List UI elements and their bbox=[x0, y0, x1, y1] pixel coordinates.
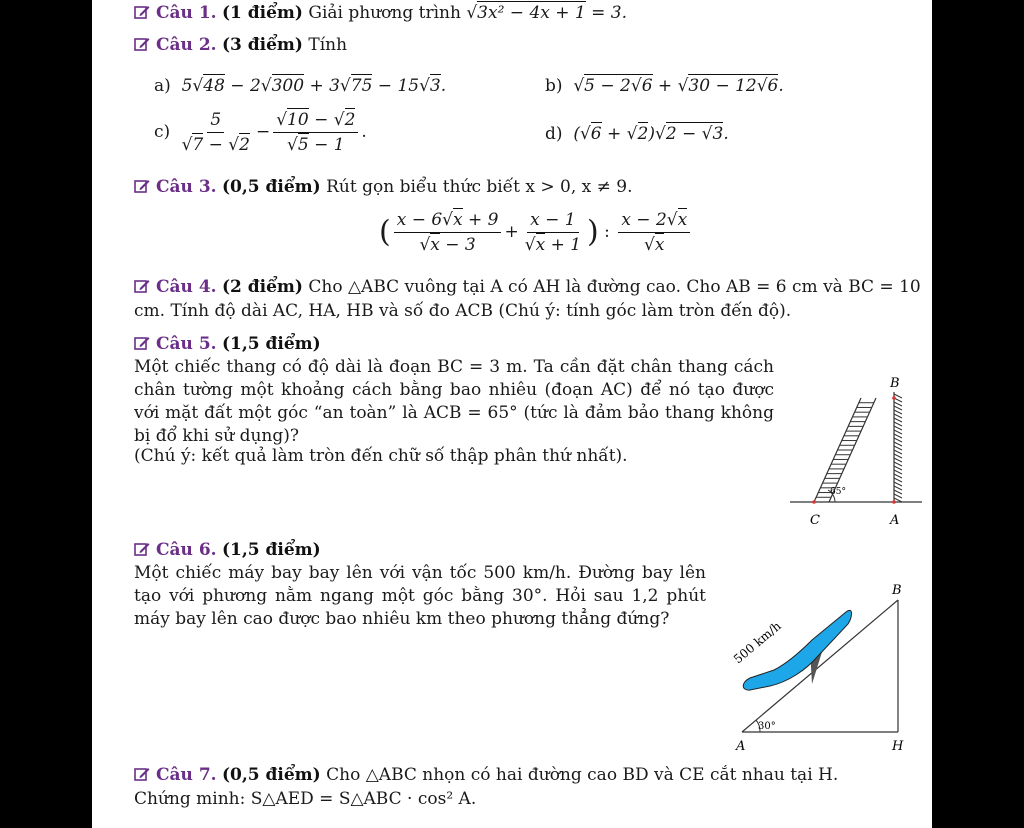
question-label: Câu 5. bbox=[156, 334, 217, 354]
wall-hatch-line bbox=[894, 458, 902, 462]
part-b: b) √5 − 2√6 + √30 − 12√6. bbox=[545, 76, 784, 96]
flight-path bbox=[742, 600, 898, 732]
wall-hatch-line bbox=[894, 446, 902, 450]
question-points: (1,5 điểm) bbox=[221, 334, 321, 354]
ladder-figure bbox=[782, 370, 932, 530]
point-a bbox=[892, 500, 896, 504]
question-label: Câu 3. bbox=[156, 177, 217, 197]
question-label: Câu 6. bbox=[156, 540, 217, 560]
wall-hatch-line bbox=[894, 430, 902, 434]
wall-hatch-line bbox=[894, 462, 902, 466]
question-points: (2 điểm) bbox=[221, 277, 303, 297]
wall-hatch-line bbox=[894, 474, 902, 478]
part-c: c) $\frac{5}{√7 - √2}$ − $\frac{√10 - √2}{√5 - 1}$ . bbox=[154, 110, 367, 155]
wall-hatch-line bbox=[894, 470, 902, 474]
question-label: Câu 1. bbox=[156, 3, 217, 23]
question-text: Tính bbox=[308, 35, 348, 55]
question-points: (1 điểm) bbox=[221, 3, 303, 23]
label-a: A bbox=[736, 739, 746, 754]
question-2 bbox=[134, 34, 347, 56]
angle-label: 65° bbox=[830, 487, 846, 497]
expression: ( $\frac{x - 6√x + 9}{√x - 3}$ + $\frac{x - 1}{√x + 1}$ ) : $\frac{x - 2√x}{√x}$ bbox=[379, 210, 693, 255]
edit-icon bbox=[134, 541, 150, 557]
question-7 bbox=[134, 764, 838, 786]
label-a: A bbox=[890, 513, 900, 528]
wall-hatch-line bbox=[894, 434, 902, 438]
edit-icon bbox=[134, 178, 150, 194]
equation: √3x² − 4x + 1 = 3. bbox=[466, 3, 627, 23]
question-text-line1: Cho △ABC nhọn có hai đường cao BD và CE cắt nhau tại H. bbox=[326, 765, 839, 785]
question-label: Câu 7. bbox=[156, 765, 217, 785]
wall-hatch-line bbox=[894, 438, 902, 442]
wall-hatch-line bbox=[894, 478, 902, 482]
airplane-icon bbox=[743, 610, 851, 690]
point-c bbox=[812, 500, 816, 504]
question-4-line2: cm. Tính độ dài AC, HA, HB và số đo ACB (Chú ý: tính góc làm tròn đến độ). bbox=[134, 301, 792, 321]
part-tag: a) bbox=[154, 76, 171, 96]
wall-hatch-line bbox=[894, 490, 902, 494]
part-tag: d) bbox=[545, 124, 563, 144]
question-label: Câu 2. bbox=[156, 35, 217, 55]
wall-hatch-line bbox=[894, 418, 902, 422]
question-3 bbox=[134, 176, 633, 198]
label-b: B bbox=[892, 583, 902, 598]
question-5 bbox=[134, 333, 321, 355]
part-d: d) (√6 + √2)√2 − √3. bbox=[545, 124, 729, 144]
question-label: Câu 4. bbox=[156, 277, 217, 297]
edit-icon bbox=[134, 335, 150, 351]
question-1 bbox=[134, 2, 627, 24]
edit-icon bbox=[134, 4, 150, 20]
question-points: (0,5 điểm) bbox=[221, 765, 321, 785]
part-a: a) 5√48 − 2√300 + 3√75 − 15√3. bbox=[154, 76, 447, 96]
question-points: (1,5 điểm) bbox=[221, 540, 321, 560]
question-text: Giải phương trình bbox=[308, 3, 461, 23]
wall-hatch-line bbox=[894, 442, 902, 446]
edit-icon bbox=[134, 278, 150, 294]
document-page bbox=[92, 0, 932, 828]
part-tag: c) bbox=[154, 122, 171, 142]
wall-hatch-line bbox=[894, 426, 902, 430]
speed-label: 500 km/h bbox=[730, 618, 784, 667]
edit-icon bbox=[134, 766, 150, 782]
wall-hatch-line bbox=[894, 410, 902, 414]
wall-hatch-line bbox=[894, 414, 902, 418]
wall-hatch-line bbox=[894, 422, 902, 426]
wall-hatch-line bbox=[894, 406, 902, 410]
wall-hatch-line bbox=[894, 450, 902, 454]
edit-icon bbox=[134, 36, 150, 52]
part-tag: b) bbox=[545, 76, 563, 96]
angle-label: 30° bbox=[758, 721, 776, 732]
question-6-body: Một chiếc máy bay bay lên với vận tốc 500 km/h. Đường bay lên tạo với phương nằm ngang một góc bằng 30°. Hỏi sau 1,2 phút máy bay lên cao được bao nhiêu km theo phương thẳng đứng? bbox=[134, 563, 706, 629]
question-6 bbox=[134, 539, 321, 561]
wall-hatch-line bbox=[894, 494, 902, 498]
label-b: B bbox=[890, 376, 900, 391]
wall-hatch-line bbox=[894, 454, 902, 458]
wall bbox=[894, 392, 902, 502]
wall-hatch-line bbox=[894, 402, 902, 406]
question-5-note: (Chú ý: kết quả làm tròn đến chữ số thập phân thứ nhất). bbox=[134, 446, 628, 466]
question-text: Rút gọn biểu thức biết x > 0, x ≠ 9. bbox=[326, 177, 633, 197]
label-c: C bbox=[810, 513, 820, 528]
point-b bbox=[892, 396, 896, 400]
question-text-line1: Cho △ABC vuông tại A có AH là đường cao. Cho AB = 6 cm và BC = 10 bbox=[308, 277, 921, 297]
question-7-line2: Chứng minh: S△AED = S△ABC · cos² A. bbox=[134, 789, 477, 809]
wall-hatch-line bbox=[894, 466, 902, 470]
question-points: (0,5 điểm) bbox=[221, 177, 321, 197]
question-points: (3 điểm) bbox=[221, 35, 303, 55]
label-h: H bbox=[892, 739, 904, 754]
wall-hatch-line bbox=[894, 486, 902, 490]
plane-figure bbox=[722, 578, 922, 758]
wall-hatch-line bbox=[894, 482, 902, 486]
question-5-body: Một chiếc thang có độ dài là đoạn BC = 3 m. Ta cần đặt chân thang cách chân tường một khoảng cách bằng bao nhiêu (đoạn AC) để nó tạo được với mặt đất một góc “an toàn” là ACB = 65° (tức là đảm bảo thang không bị đổ khi sử dụng)? bbox=[134, 357, 774, 446]
question-4 bbox=[134, 276, 921, 298]
